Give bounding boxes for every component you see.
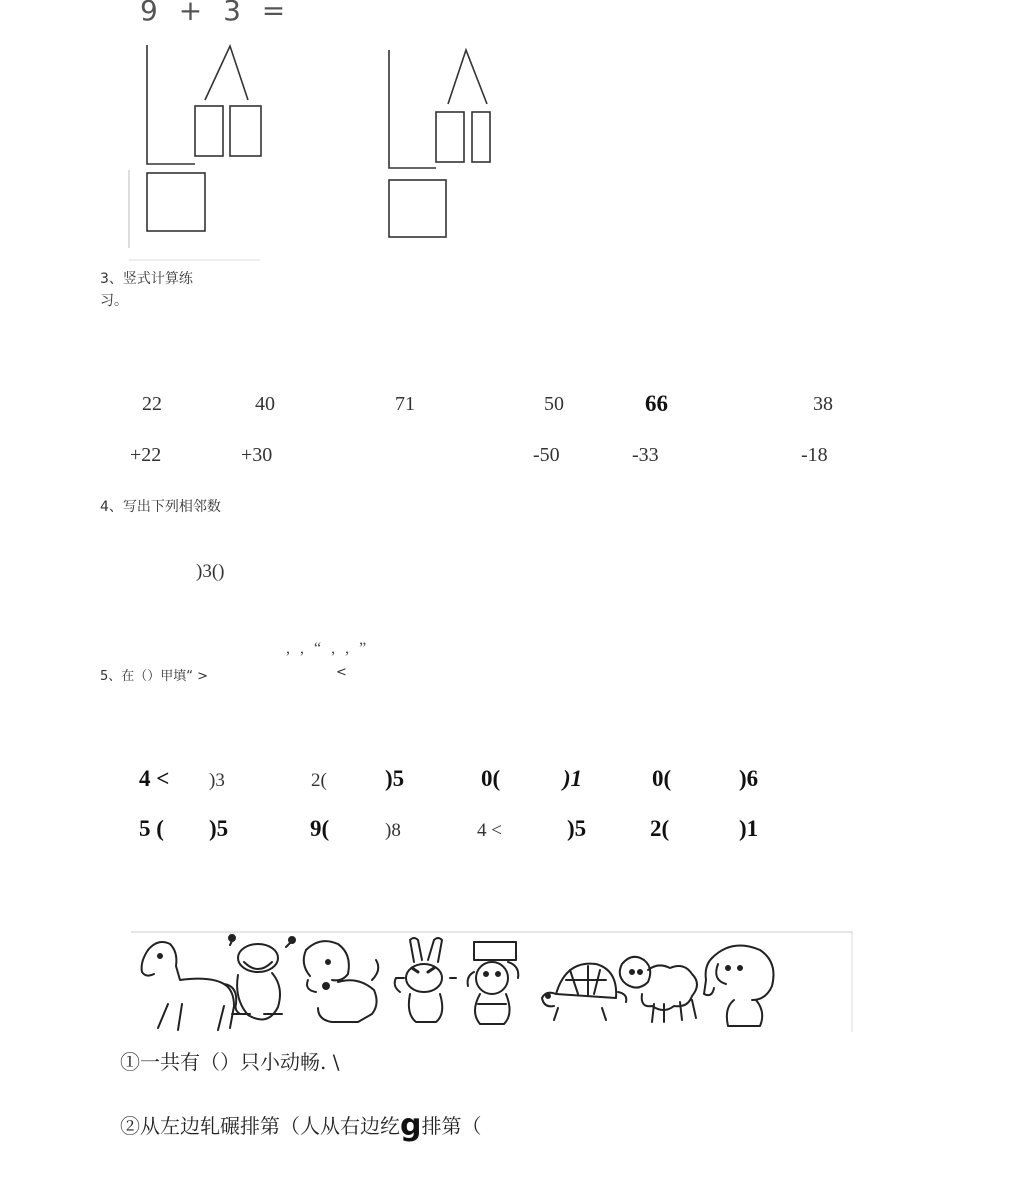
elephant-icon xyxy=(704,946,774,1027)
vertical-top-number-3: 71 xyxy=(395,393,415,415)
compare-r2-b: )5 xyxy=(209,816,229,841)
compare-r2-f: )5 xyxy=(567,816,587,841)
compare-r2-d: )8 xyxy=(385,820,401,841)
section3-heading: 3、竖式计算练 xyxy=(100,271,193,287)
question-1: ①一共有（）只小动畅. \ xyxy=(120,1050,340,1074)
question-2-g: g xyxy=(400,1108,422,1143)
compare-r1-d: )5 xyxy=(385,766,405,791)
question-2-part-b: 排第（ xyxy=(421,1114,482,1138)
compare-r1-h: )6 xyxy=(739,766,759,791)
frog-icon xyxy=(229,935,295,1020)
vertical-top-number-1: 22 xyxy=(142,393,162,415)
vertical-top-number-2: 40 xyxy=(255,393,275,415)
compare-r2-a: 5 ( xyxy=(139,816,164,841)
vertical-bottom-number-5: -18 xyxy=(801,444,828,466)
vertical-bottom-number-1: +22 xyxy=(130,444,162,466)
section5-heading-tail: < xyxy=(336,665,347,680)
compare-r1-f: )1 xyxy=(563,766,583,791)
compare-r1-b: )3 xyxy=(209,770,225,791)
dog-icon xyxy=(304,941,379,1022)
monkey-icon xyxy=(468,942,519,1024)
compare-r1-e: 0( xyxy=(481,766,501,791)
question-2-part-a: ②从左边轧碾排第（人从右边纥 xyxy=(120,1114,400,1138)
compare-r2-h: )1 xyxy=(739,816,759,841)
vertical-top-number-4: 50 xyxy=(544,393,564,415)
section3-heading-cont: 习。 xyxy=(100,293,128,309)
compare-r1-g: 0( xyxy=(652,766,672,791)
turtle-icon xyxy=(542,964,626,1020)
section5-heading: 5、在（）甲填“ > xyxy=(100,669,209,684)
horse-icon xyxy=(142,942,240,1030)
compare-r2-c: 9( xyxy=(310,816,330,841)
vertical-bottom-number-3: -50 xyxy=(533,444,560,466)
rabbit-icon xyxy=(395,938,456,1022)
sheep-icon xyxy=(620,957,697,1022)
compare-r1-c: 2( xyxy=(311,770,327,791)
compare-r1-a: 4 < xyxy=(139,766,170,791)
question-2 xyxy=(120,1108,481,1143)
section4-heading: 4、写出下列相邻数 xyxy=(100,499,221,515)
vertical-top-number-6: 38 xyxy=(813,393,833,415)
vertical-top-number-5: 66 xyxy=(645,391,668,416)
top-equation: 9 + 3 = xyxy=(140,0,292,27)
vertical-bottom-number-4: -33 xyxy=(632,444,659,466)
compare-r2-g: 2( xyxy=(650,816,670,841)
section5-punctuation: , , “ , , ” xyxy=(286,640,370,657)
neighbor-number-item: )3() xyxy=(196,561,225,582)
compare-r2-e: 4 < xyxy=(477,820,502,841)
vertical-bottom-number-2: +30 xyxy=(241,444,273,466)
